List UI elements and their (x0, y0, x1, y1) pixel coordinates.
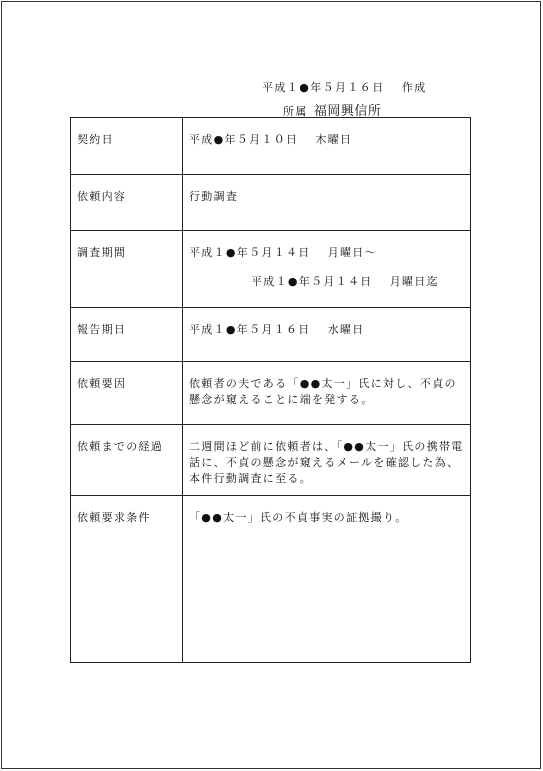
period-end: 平成１●年５月１４日 月曜日迄 (251, 275, 439, 288)
row-value (183, 231, 471, 308)
affiliation-label: 所属 (283, 105, 308, 118)
table-row-report-date (71, 308, 471, 362)
row-value: 依頼者の夫である「●●太一」氏に対し、不貞の懸念が窺えることに端を発する。 (183, 362, 471, 425)
table-row-investigation-period (71, 231, 471, 308)
row-value: 行動調査 (183, 175, 471, 231)
affiliation-name: 福岡興信所 (313, 104, 382, 119)
period-start: 平成１●年５月１４日 月曜日～ (189, 246, 377, 259)
table-row-request-cause (71, 362, 471, 425)
row-label: 契約日 (71, 118, 183, 175)
row-label: 依頼要求条件 (71, 496, 183, 663)
table-row-background (71, 425, 471, 496)
row-value: 二週間ほど前に依頼者は、「●●太一」氏の携帯電話に、不貞の懸念が窺えるメールを確認した為、本件行動調査に至る。 (183, 425, 471, 496)
row-label: 依頼内容 (71, 175, 183, 231)
row-label: 報告期日 (71, 308, 183, 362)
table-row-request-content (71, 175, 471, 231)
table-row-requirements (71, 496, 471, 663)
row-label: 依頼までの経過 (71, 425, 183, 496)
row-value: 平成１●年５月１６日 水曜日 (183, 308, 471, 362)
row-label: 依頼要因 (71, 362, 183, 425)
row-value: 平成●年５月１０日 木曜日 (183, 118, 471, 175)
creation-date: 平成１●年５月１６日 作成 (262, 81, 427, 94)
row-label: 調査期間 (71, 231, 183, 308)
report-table (70, 117, 471, 663)
table-row-contract-date (71, 118, 471, 175)
row-value: 「●●太一」氏の不貞事実の証拠撮り。 (183, 496, 471, 663)
